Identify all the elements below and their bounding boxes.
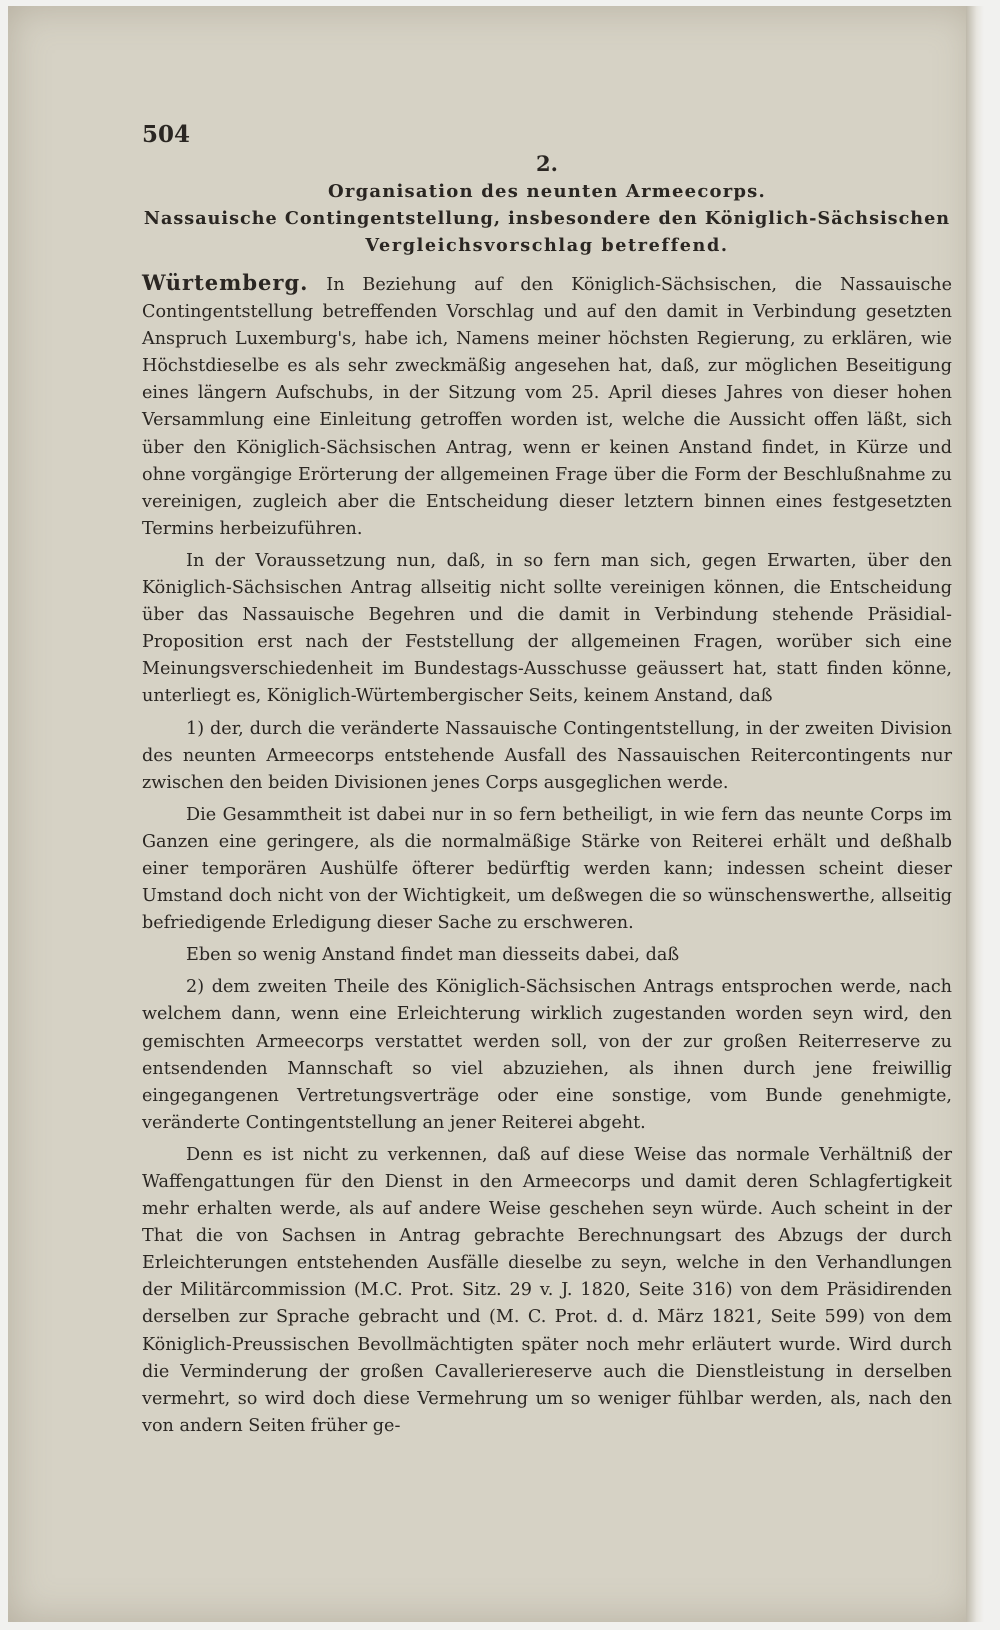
paragraph: Die Gesammtheit ist dabei nur in so fern betheiligt, in wie fern das neunte Corps im Ganzen eine geringere, als die normalmäßige Stärke von Reiterei erhält und deßhalb einer temporären Aushülfe öfterer bedürftig werden kann; indessen scheint dieser Umstand doch nicht von der Wichtigkeit, um deßwegen die so wünschenswerthe, allseitig befriedigende Erledigung dieser Sache zu erschweren.	[142, 804, 952, 934]
section-subtitle: Nassauische Contingentstellung, insbesondere den Königlich-Sächsischen	[143, 208, 951, 229]
paragraph: 2) dem zweiten Theile des Königlich-Sächsischen Antrags entsprochen werde, nach welchem dann, wenn eine Erleichterung wirklich zugestanden worden seyn wird, den gemischten Armeecorps verstattet werden soll, von der zur großen Reiterreserve zu entsendenden Mannschaft so viel abzuziehen, als ihnen durch jene freiwillig eingegangenen Vertretungsverträge oder eine sonstige, vom Bunde genehmigte, veränderte Contingentstellung an jener Reiterei abgeht.	[142, 977, 952, 1133]
page-edge	[966, 6, 984, 1622]
paragraph: Denn es ist nicht zu verkennen, daß auf diese Weise das normale Verhältniß der Waffengattungen für den Dienst in den Armeecorps und damit deren Schlagfertigkeit mehr erhalten werde, als auf andere Weise geschehen seyn würde. Auch scheint in der That die von Sachsen in Antrag gebrachte Berechnungsart des Abzugs der durch Erleichterungen entstehenden Ausfälle dieselbe zu seyn, welche in den Verhandlungen der Militärcommission (M.C. Prot. Sitz. 29 v. J. 1820, Seite 316) von dem Präsidirenden derselben zur Sprache gebracht und (M. C. Prot. d. d. März 1821, Seite 599) von dem Königlich-Preussischen Bevollmächtigten später noch mehr erläutert wurde. Wird durch die Verminderung der großen Cavalleriereserve auch die Dienstleistung in derselben vermehrt, so wird doch diese Vermehrung um so weniger fühlbar werden, als, nach den von andern Seiten früher ge-	[142, 1144, 952, 1436]
section-title: Organisation des neunten Armeecorps.	[328, 181, 766, 202]
section-subtitle-2: Vergleichsvorschlag betreffend.	[365, 235, 729, 256]
section-number: 2.	[536, 151, 558, 176]
paragraph: 1) der, durch die veränderte Nassauische Contingentstellung, in der zweiten Division des neunten Armeecorps entstehende Ausfall des Nassauischen Reitercontingents nur zwischen den beiden Divisionen jenes Corps ausgeglichen werde.	[142, 718, 952, 793]
paragraph	[142, 269, 952, 543]
page-number: 504	[142, 121, 191, 148]
paragraph-text: In Beziehung auf den Königlich-Sächsischen, die Nassauische Contingentstellung betreffenden Vorschlag und auf den damit in Verbindung gesetzten Anspruch Luxemburg's, habe ich, Namens meiner höchsten Regierung, zu erklären, wie Höchstdieselbe es als sehr zweckmäßig angesehen hat, daß, zur möglichen Beseitigung eines längern Aufschubs, in der Sitzung vom 25. April dieses Jahres von dieser hohen Versammlung eine Einleitung getroffen worden ist, welche die Aussicht offen läßt, sich über den Königlich-Sächsischen Antrag, wenn er keinen Anstand findet, in Kürze und ohne vorgängige Erörterung der allgemeinen Frage über die Form der Beschlußnahme zu vereinigen, zugleich aber die Entscheidung dieser letztern binnen eines festgesetzten Termins herbeizuführen.	[142, 275, 952, 539]
page-text	[142, 120, 952, 1440]
state-label: Würtemberg.	[142, 270, 309, 295]
paragraph: Eben so wenig Anstand findet man diesseits dabei, daß	[186, 945, 680, 966]
paragraph: In der Voraussetzung nun, daß, in so fern man sich, gegen Erwarten, über den Königlich-Sächsischen Antrag allseitig nicht sollte vereinigen können, die Entscheidung über das Nassauische Begehren und die damit in Verbindung stehende Präsidial-Proposition erst nach der Feststellung der allgemeinen Fragen, worüber sich eine Meinungsverschiedenheit im Bundestags-Ausschusse geäussert hat, statt finden könne, unterliegt es, Königlich-Würtembergischer Seits, keinem Anstand, daß	[142, 550, 952, 707]
